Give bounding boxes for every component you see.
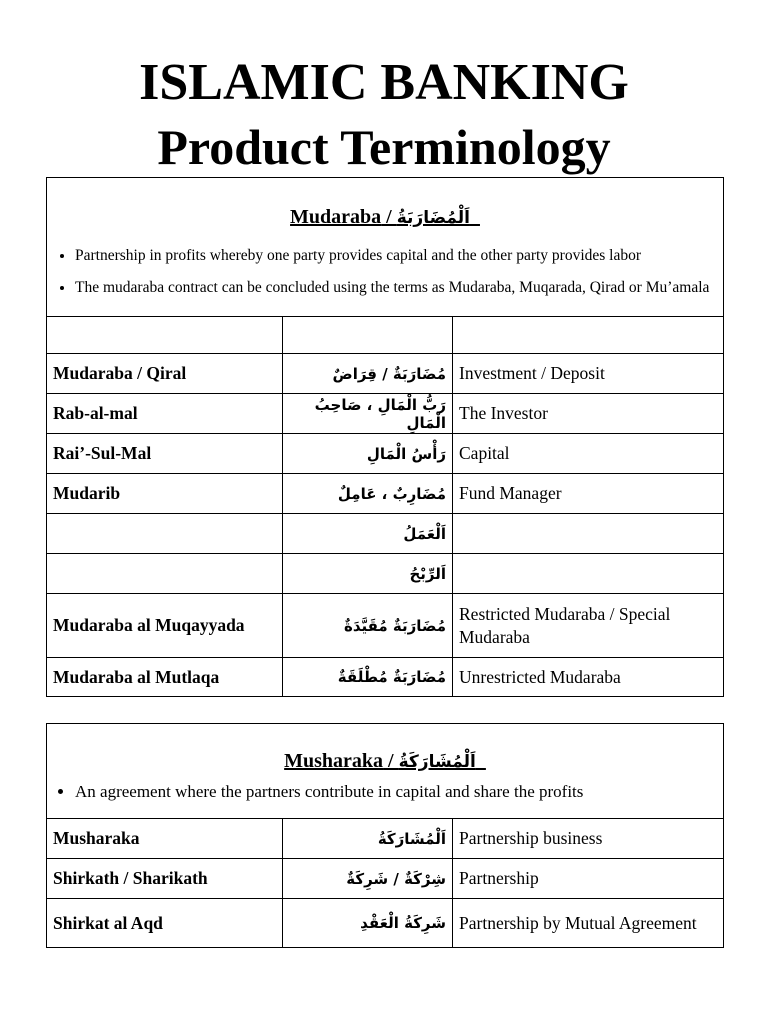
mudaraba-heading bbox=[47, 205, 723, 230]
term-meaning bbox=[453, 317, 724, 354]
mudaraba-bullets bbox=[47, 246, 723, 298]
term-ar: رَأْسُ الْمَالِ bbox=[283, 434, 453, 474]
table-row bbox=[47, 819, 724, 859]
term-meaning: Fund Manager bbox=[453, 474, 724, 514]
term-en: Musharaka bbox=[47, 819, 283, 859]
musharaka-bullet: • An agreement where the partners contribute in capital and share the profits bbox=[75, 782, 713, 802]
musharaka-header-cell bbox=[47, 724, 724, 819]
page-title-line1: ISLAMIC BANKING bbox=[139, 54, 629, 111]
term-meaning bbox=[453, 514, 724, 554]
term-ar: شَرِكَةُ الْعَقْدِ bbox=[283, 899, 453, 948]
term-en: Shirkat al Aqd bbox=[47, 899, 283, 948]
term-en bbox=[47, 317, 283, 354]
musharaka-table bbox=[46, 723, 724, 948]
musharaka-heading-sep: / bbox=[383, 750, 399, 772]
table-row bbox=[47, 658, 724, 697]
table-row bbox=[47, 434, 724, 474]
term-ar: اَلْعَمَلُ bbox=[283, 514, 453, 554]
term-en bbox=[47, 514, 283, 554]
term-en: Mudaraba / Qiral bbox=[47, 354, 283, 394]
table-row bbox=[47, 554, 724, 594]
term-en bbox=[47, 554, 283, 594]
mudaraba-heading-ar: اَلْمُضَارَبَةُ bbox=[396, 208, 470, 228]
term-ar: اَلرِّبْحُ bbox=[283, 554, 453, 594]
term-en: Mudaraba al Muqayyada bbox=[47, 594, 283, 658]
term-ar: شِرْكَةٌ / شَرِكَةٌ bbox=[283, 859, 453, 899]
term-ar: مُضَارَبَةٌ / قِرَاضٌ bbox=[283, 354, 453, 394]
table-row bbox=[47, 899, 724, 948]
term-ar: مُضَارَبَةٌ مُقَيَّدَةٌ bbox=[283, 594, 453, 658]
term-en: Shirkath / Sharikath bbox=[47, 859, 283, 899]
table-row bbox=[47, 859, 724, 899]
musharaka-bullets bbox=[47, 782, 723, 802]
term-en: Mudarib bbox=[47, 474, 283, 514]
term-ar: اَلْمُشَارَكَةُ bbox=[283, 819, 453, 859]
musharaka-heading bbox=[47, 749, 723, 774]
mudaraba-bullet: • Partnership in profits whereby one party provides capital and the other party provides labor bbox=[75, 246, 713, 266]
mudaraba-bullet: • The mudaraba contract can be concluded using the terms as Mudaraba, Muqarada, Qirad or Mu’amala bbox=[75, 278, 713, 298]
musharaka-heading-en: Musharaka bbox=[284, 750, 384, 772]
musharaka-heading-ar: اَلْمُشَارَكَةُ bbox=[398, 752, 476, 772]
table-row bbox=[47, 317, 724, 354]
term-meaning: Partnership business bbox=[453, 819, 724, 859]
term-meaning: The Investor bbox=[453, 394, 724, 434]
mudaraba-header-cell bbox=[47, 178, 724, 317]
term-meaning: Partnership by Mutual Agreement bbox=[453, 899, 724, 948]
table-row bbox=[47, 394, 724, 434]
table-row bbox=[47, 474, 724, 514]
term-meaning bbox=[453, 554, 724, 594]
term-ar: رَبُّ الْمَالِ ، صَاحِبُ الْمَالِ bbox=[283, 394, 453, 434]
page-title-line2: Product Terminology bbox=[157, 119, 611, 175]
mudaraba-heading-sep: / bbox=[381, 206, 397, 228]
mudaraba-heading-en: Mudaraba bbox=[290, 206, 382, 228]
term-ar bbox=[283, 317, 453, 354]
term-meaning: Unrestricted Mudaraba bbox=[453, 658, 724, 697]
term-meaning: Partnership bbox=[453, 859, 724, 899]
term-en: Mudaraba al Mutlaqa bbox=[47, 658, 283, 697]
table-row bbox=[47, 514, 724, 554]
table-row bbox=[47, 354, 724, 394]
term-en: Rab-al-mal bbox=[47, 394, 283, 434]
term-en: Rai’-Sul-Mal bbox=[47, 434, 283, 474]
term-ar: مُضَارِبٌ ، عَامِلٌ bbox=[283, 474, 453, 514]
term-ar: مُضَارَبَةٌ مُطْلَقَةٌ bbox=[283, 658, 453, 697]
term-meaning: Restricted Mudaraba / Special Mudaraba bbox=[453, 594, 724, 658]
term-meaning: Capital bbox=[453, 434, 724, 474]
mudaraba-table bbox=[46, 177, 724, 697]
table-row bbox=[47, 594, 724, 658]
term-meaning: Investment / Deposit bbox=[453, 354, 724, 394]
